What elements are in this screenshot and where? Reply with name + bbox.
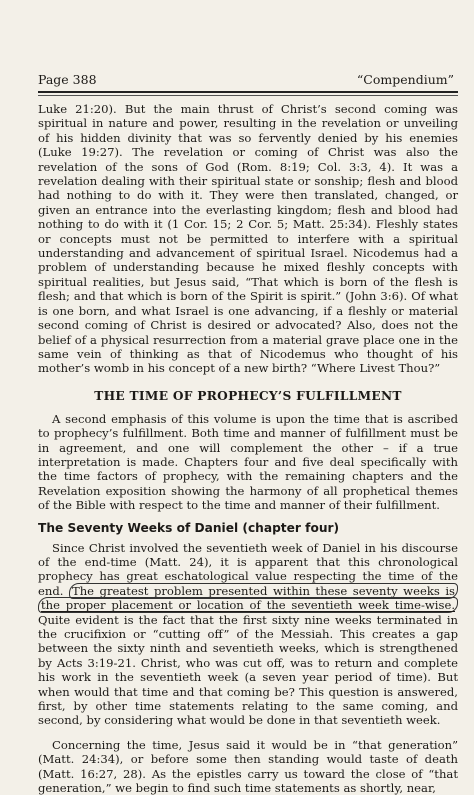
paragraph-concerning-time: Concerning the time, Jesus said it would be in “that generation” (Matt. 24:34), or before some then standing would taste of death (Matt. 16:27, 28). As the epistles carry us toward the close of “that generation,” we begin to find such time statements as shortly, near, <box>38 737 458 795</box>
text-before-highlight: Since Christ involved the seventieth week of Daniel in his discourse of the end-time (Matt. 24), it is apparent that this chronological prophecy has great eschatological value respecting the time of the end. <box>38 540 458 598</box>
subsection-heading: The Seventy Weeks of Daniel (chapter four) <box>38 520 340 535</box>
header-rule <box>38 91 458 93</box>
text-after-highlight: Quite evident is the fact that the first sixty nine weeks terminated in the crucifixion or “cutting off” of the Messiah. This creates a gap between the sixty ninth and seventieth weeks, which is strengthened by Acts 3:19-21. Christ, who was cut off, was to return and complete his work in the seventieth week (a seven year period of time). But when would that time and that coming be? This question is answered, first, by other time statements relating to the same coming, and second, by considering what would be done in that seventieth week. <box>38 612 458 728</box>
handwritten-highlight: The greatest problem presented within these seventy weeks is the proper placement or location of the seventieth week time-wise. <box>38 583 458 613</box>
paragraph-time-emphasis: A second emphasis of this volume is upon the time that is ascribed to prophecy’s fulfillment. Both time and manner of fulfillment must be in agreement, and one will complement the other – if a true interpretation is made. Chapters four and five deal specifically with the time factors of prophecy, with the remaining chapters and the Revelation exposition showing the harmony of all prophetical themes of the Bible with respect to the time and manner of their fulfillment. <box>38 411 458 513</box>
section-heading: THE TIME OF PROPHECY’S FULFILLMENT <box>94 388 402 403</box>
page-number: Page 388 <box>38 72 97 87</box>
paragraph-seventy-weeks <box>38 541 458 728</box>
page-header <box>38 72 458 87</box>
running-title: “Compendium” <box>356 72 454 87</box>
header-rule-thin <box>38 95 458 96</box>
paragraph-gap <box>38 728 458 738</box>
paragraph-continuation: Luke 21:20). But the main thrust of Christ’s second coming was spiritual in nature and power, resulting in the revelation or unveiling of his hidden divinity that was so fervently denied by his enemies (Luke 19:27). The revelation or coming of Christ was also the revelation of the sons of God (Rom. 8:19; Col. 3:3, 4). It was a revelation dealing with their spiritual state or sonship; flesh and blood had nothing to do with it. They were then translated, changed, or given an entrance into the everlasting kingdom; flesh and blood had nothing to do with it (1 Cor. 15; 2 Cor. 5; Matt. 25:34). Fleshly states or concepts must not be permitted to interfere with a spiritual understanding and advancement of spiritual Israel. Nicodemus had a problem of understanding because he mixed fleshly concepts with spiritual realities, but Jesus said, “That which is born of the flesh is flesh; and that which is born of the Spirit is spirit.” (John 3:6). Of what is one born, and what Israel is one advancing, if a fleshly or material second coming of Christ is desired or advocated? Also, does not the belief of a physical resurrection from a material grave place one in the same vein of thinking as that of Nicodemus who thought of his mother’s womb in his concept of a new birth? “Where Livest Thou?” <box>38 102 458 376</box>
